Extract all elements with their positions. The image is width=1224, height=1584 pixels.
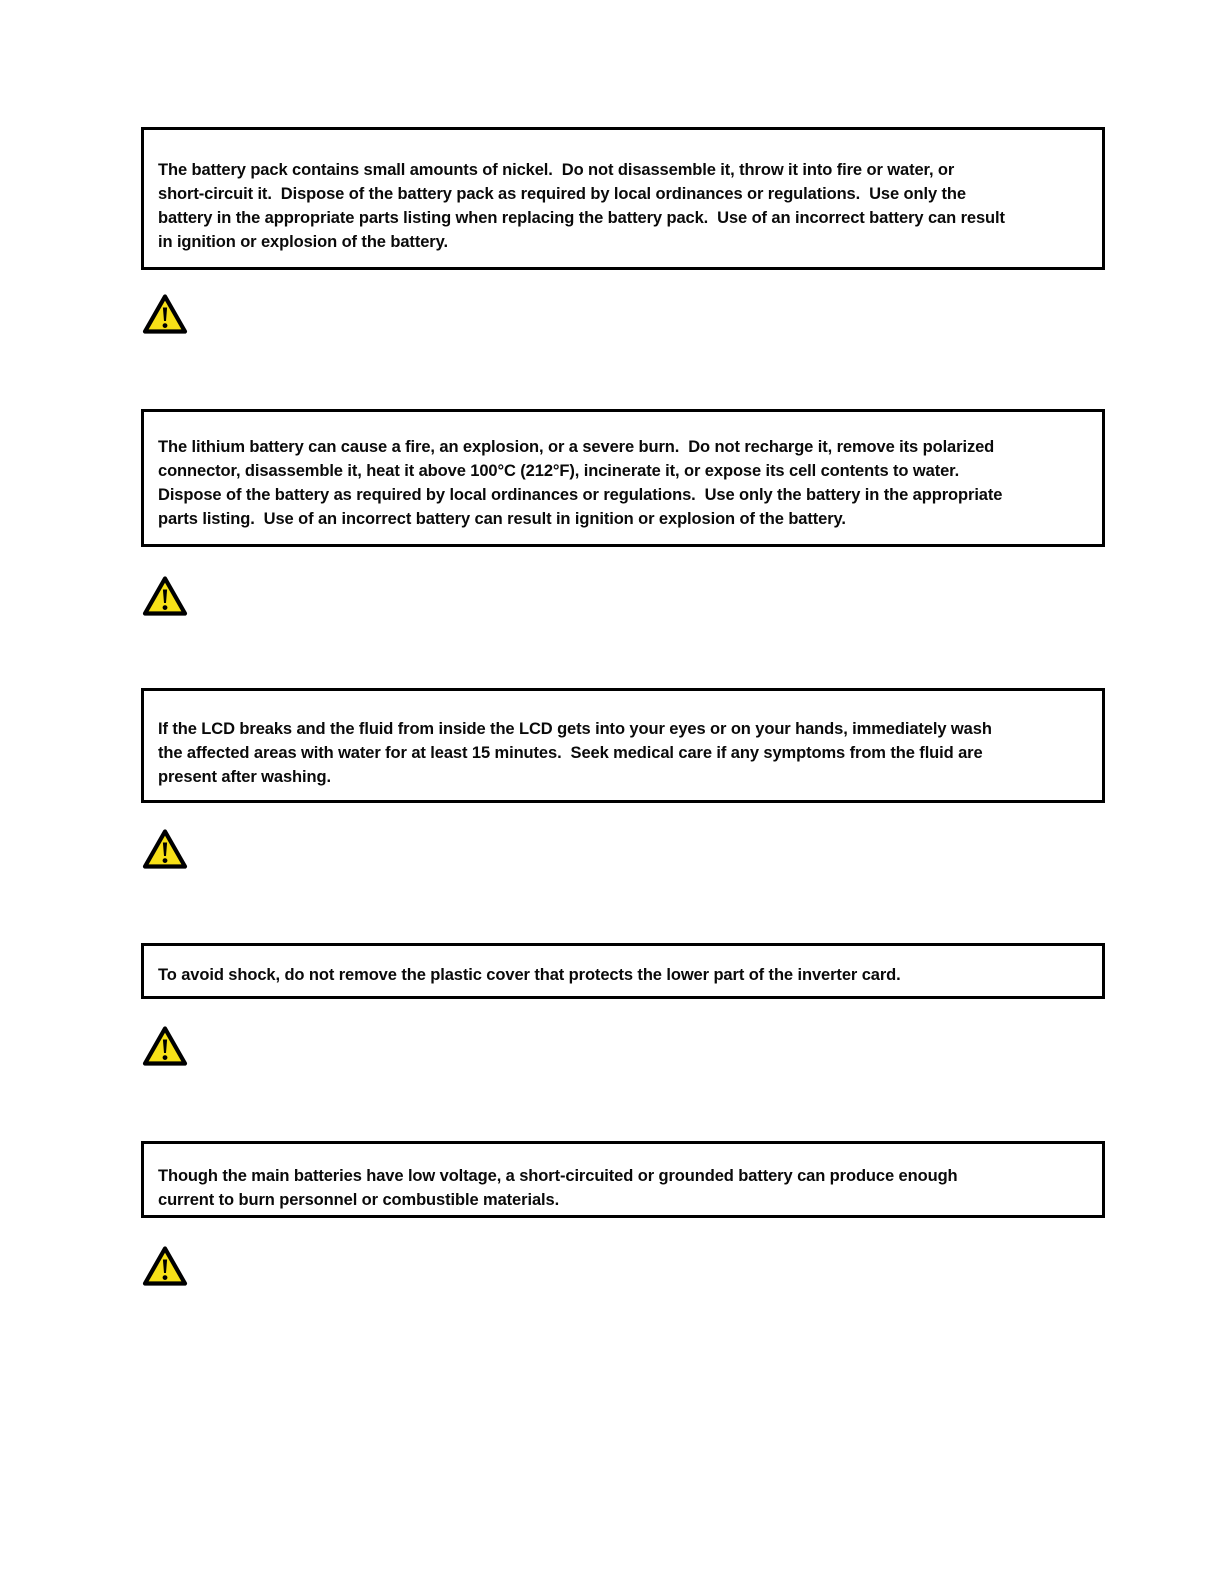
danger-notice-box <box>141 127 1105 270</box>
danger-notice-box <box>141 943 1105 999</box>
danger-notice-text: To avoid shock, do not remove the plastic cover that protects the lower part of the inverter card. <box>158 966 901 984</box>
warning-triangle-icon <box>142 1025 188 1067</box>
danger-notice-text: The battery pack contains small amounts of nickel. Do not disassemble it, throw it into fire or water, or short-circuit it. Dispose of the battery pack as required by local ordinances or regulations. Use only the battery in the appropriate parts listing when replacing the battery pack. Use of an incorrect battery can result in ignition or explosion of the battery. <box>158 161 1005 251</box>
danger-notice-box <box>141 688 1105 803</box>
warning-triangle-icon <box>142 828 188 870</box>
danger-notice-box <box>141 1141 1105 1218</box>
danger-notice-text: If the LCD breaks and the fluid from inside the LCD gets into your eyes or on your hands, immediately wash the affected areas with water for at least 15 minutes. Seek medical care if any symptoms from the fluid are present after washing. <box>158 720 992 786</box>
danger-notice-box <box>141 409 1105 547</box>
warning-triangle-icon <box>142 293 188 335</box>
danger-notice-text: Though the main batteries have low voltage, a short-circuited or grounded battery can produce enough current to burn personnel or combustible materials. <box>158 1167 958 1209</box>
warning-triangle-icon <box>142 575 188 617</box>
danger-notice-text: The lithium battery can cause a fire, an explosion, or a severe burn. Do not recharge it, remove its polarized connector, disassemble it, heat it above 100°C (212°F), incinerate it, or expose its cell contents to water. Dispose of the battery as required by local ordinances or regulations. Use only the battery in the appropriate parts listing. Use of an incorrect battery can result in ignition or explosion of the battery. <box>158 438 1003 528</box>
warning-triangle-icon <box>142 1245 188 1287</box>
